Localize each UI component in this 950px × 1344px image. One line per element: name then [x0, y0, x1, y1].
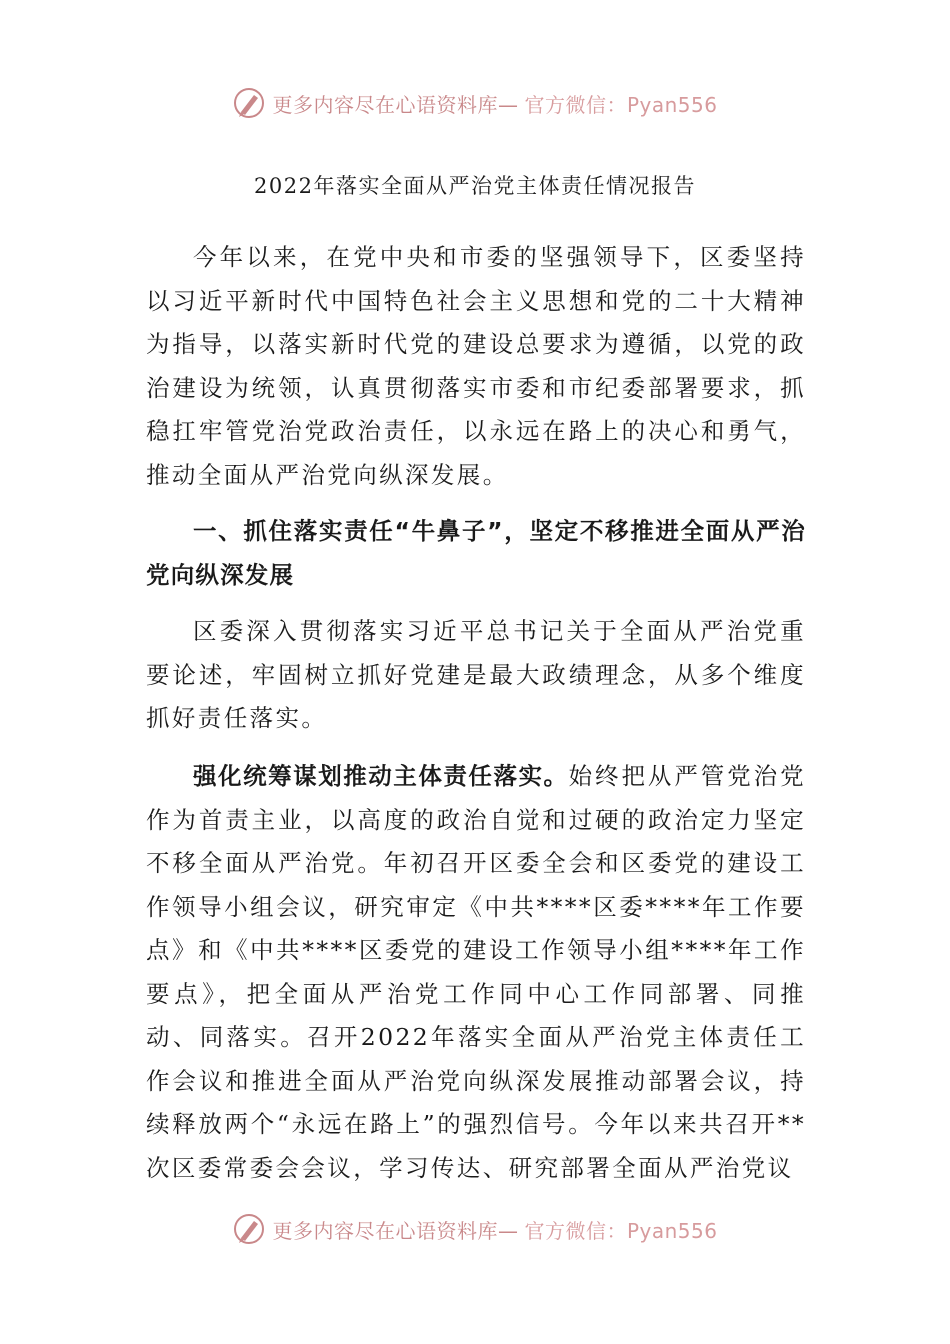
- paragraph-lead: 强化统筹谋划推动主体责任落实。: [193, 762, 569, 790]
- watermark-text: 更多内容尽在心语资料库—: [272, 1218, 519, 1243]
- intro-paragraph: 今年以来，在党中央和市委的坚强领导下，区委坚持以习近平新时代中国特色社会主义思想和党的二十大精神为指导，以落实新时代党的建设总要求为遵循，以党的政治建设为统领，认真贯彻落实市委和市纪委部署要求，抓稳扛牢管党治党政治责任，以永远在路上的决心和勇气，推动全面从严治党向纵深发展。: [146, 243, 806, 489]
- section-paragraph-with-lead: [146, 755, 806, 1190]
- watermark-header: [0, 86, 950, 120]
- watermark-wechat: 官方微信：Pyan556: [524, 92, 718, 117]
- section-heading: 一、抓住落实责任“牛鼻子”，坚定不移推进全面从严治党向纵深发展: [146, 517, 806, 589]
- watermark-text: 更多内容尽在心语资料库—: [272, 92, 519, 117]
- paragraph-body: 始终把从严管党治党作为首责主业，以高度的政治自觉和过硬的政治定力坚定不移全面从严治党。年初召开区委全会和区委党的建设工作领导小组会议，研究审定《中共****区委****年工作要点》和《中共****区委党的建设工作领导小组****年工作要点》，把全面从严治党工作同中心工作同部署、同推动、同落实。召开2022年落实全面从严治党主体责任工作会议和推进全面从严治党向纵深发展推动部署会议，持续释放两个“永远在路上”的强烈信号。今年以来共召开**次区委常委会会议，学习传达、研究部署全面从严治党议: [146, 762, 807, 1182]
- pen-logo-icon: [232, 1212, 266, 1246]
- pen-logo-icon: [232, 86, 266, 120]
- watermark-wechat: 官方微信：Pyan556: [524, 1218, 718, 1243]
- document-title: 2022年落实全面从严治党主体责任情况报告: [254, 174, 696, 198]
- watermark-footer: [0, 1212, 950, 1246]
- section-paragraph: 区委深入贯彻落实习近平总书记关于全面从严治党重要论述，牢固树立抓好党建是最大政绩理念，从多个维度抓好责任落实。: [146, 617, 806, 732]
